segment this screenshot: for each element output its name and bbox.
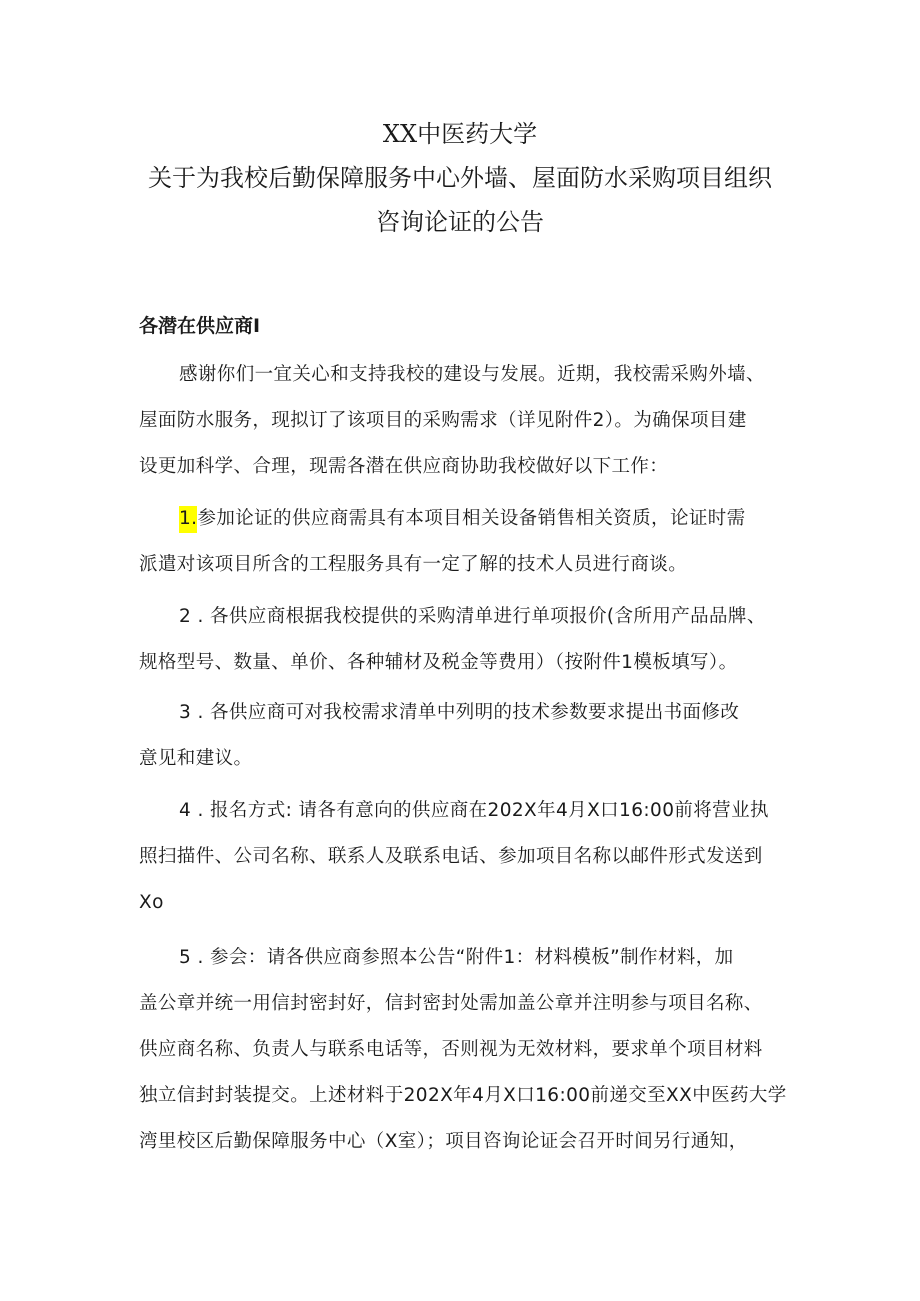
item-5-line-4: 独立信封封装提交。上述材料于202X年4月X口16:00前递交至XX中医药大学 <box>139 1085 787 1106</box>
intro-line-2: 屋面防水服务，现拟订了该项目的采购需求（详见附件2）。为确保项目建 <box>139 410 747 431</box>
item-2-line-2: 规格型号、数量、单价、各种辅材及税金等费用）（按附件1模板填写）。 <box>139 652 738 673</box>
item-5-paragraph <box>139 935 799 1165</box>
item-5-line-3: 供应商名称、负责人与联系电话等，否则视为无效材料，要求单个项目材料 <box>139 1039 763 1060</box>
item-3-paragraph <box>139 690 799 782</box>
item-1-paragraph <box>139 496 799 588</box>
item-5-line-2: 盖公章并统一用信封密封好，信封密封处需加盖公章并注明参与项目名称、 <box>139 993 763 1014</box>
salutation: 各潜在供应商I <box>139 315 261 337</box>
title-university: XX中医药大学 <box>382 120 538 148</box>
item-2-line-1: 2 . 各供应商根据我校提供的采购清单进行单项报价(含所用产品品牌、 <box>179 606 766 627</box>
item-1-line-1 <box>139 496 799 542</box>
item-2-paragraph <box>139 594 799 686</box>
announcement-title <box>0 112 920 244</box>
item-4-paragraph <box>139 788 799 926</box>
item-3-line-1: 3 . 各供应商可对我校需求清单中列明的技术参数要求提出书面修改 <box>179 702 740 723</box>
item-5-line-1: 5 . 参会：请各供应商参照本公告“附件1：材料模板”制作材料，加 <box>179 947 734 968</box>
intro-line-3: 设更加科学、合理，现需各潜在供应商协助我校做好以下工作： <box>139 456 669 477</box>
title-subject-line-1: 关于为我校后勤保障服务中心外墙、屋面防水采购项目组织 <box>148 164 772 192</box>
item-5-line-5: 湾里校区后勤保障服务中心（X室）；项目咨询论证会召开时间另行通知， <box>139 1131 748 1152</box>
item-1-text: 参加论证的供应商需具有本项目相关设备销售相关资质，论证时需 <box>197 508 746 529</box>
item-1-line-2: 派遣对该项目所含的工程服务具有一定了解的技术人员进行商谈。 <box>139 554 688 575</box>
item-4-line-3: Xo <box>139 892 164 913</box>
intro-paragraph <box>139 352 799 490</box>
item-4-line-2: 照扫描件、公司名称、联系人及联系电话、参加项目名称以邮件形式发送到 <box>139 846 763 867</box>
item-1-number-highlight: 1. <box>179 506 197 533</box>
item-4-line-1: 4 . 报名方式: 请各有意向的供应商在202X年4月X口16:00前将营业执 <box>179 800 769 821</box>
intro-line-1: 感谢你们一宜关心和支持我校的建设与发展。近期，我校需采购外墙、 <box>179 364 765 385</box>
item-3-line-2: 意见和建议。 <box>139 748 253 769</box>
title-subject-line-2: 咨询论证的公告 <box>376 208 544 236</box>
